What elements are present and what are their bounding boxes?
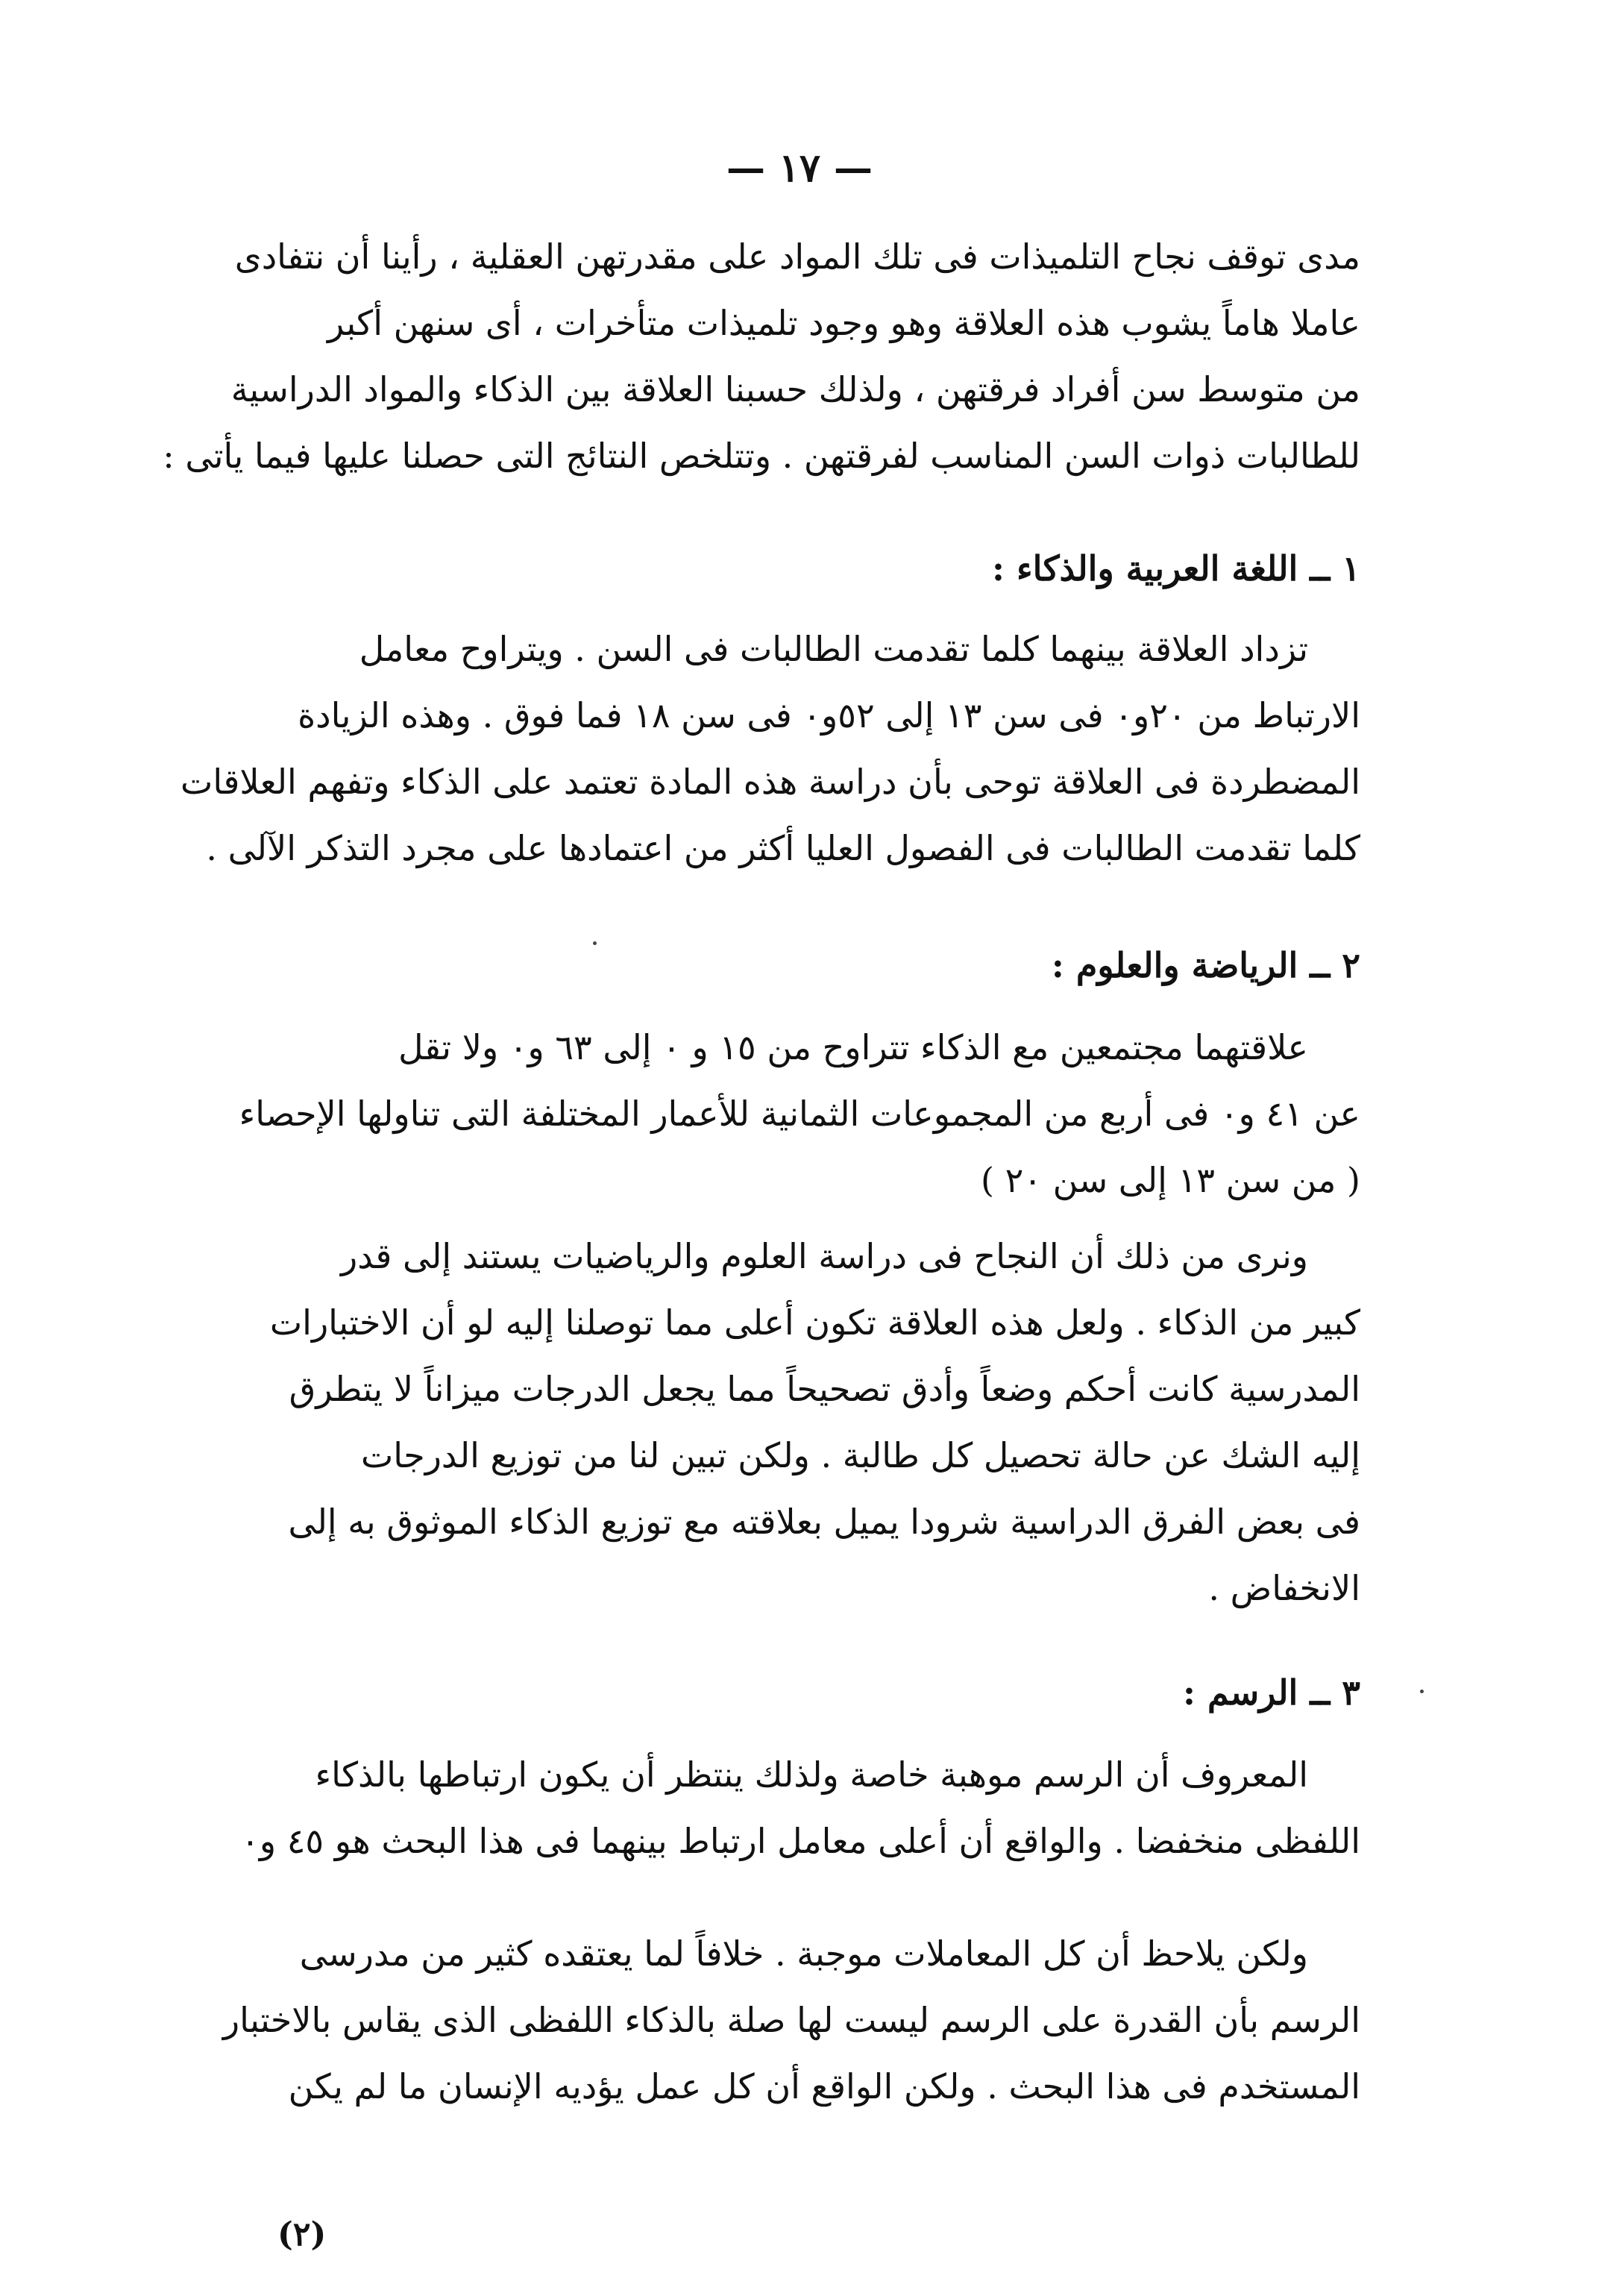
text-line: للطالبات ذوات السن المناسب لفرقتهن . وتتلخص النتائج التى حصلنا عليها فيما يأتى : [163, 436, 1360, 476]
text-line: ولكن يلاحظ أن كل المعاملات موجبة . خلافاً لما يعتقده كثير من مدرسى [299, 1933, 1308, 1974]
text-line: المعروف أن الرسم موهبة خاصة ولذلك ينتظر أن يكون ارتباطها بالذكاء [315, 1754, 1308, 1795]
section-math-science-body-2 [242, 1223, 1360, 1622]
intro-paragraph [163, 224, 1360, 489]
text-line: ونرى من ذلك أن النجاح فى دراسة العلوم والرياضيات يستند إلى قدر [341, 1236, 1308, 1276]
text-line: إليه الشك عن حالة تحصيل كل طالبة . ولكن تبين لنا من توزيع الدرجات [360, 1435, 1360, 1475]
page-number: — ١٧ — [726, 145, 873, 191]
text-line: ( من سن ١٣ إلى سن ٢٠ ) [980, 1160, 1360, 1200]
text-line: المدرسية كانت أحكم وضعاً وأدق تصحيحاً مما يجعل الدرجات ميزاناً لا يتطرق [289, 1369, 1360, 1409]
section-math-science-body [239, 1014, 1360, 1214]
section-math-science [242, 932, 1360, 999]
text-line: اللفظى منخفضا . والواقع أن أعلى معامل ارتباط بينهما فى هذا البحث هو ٤٥ و٠ [241, 1821, 1360, 1861]
text-line: فى بعض الفرق الدراسية شرودا يميل بعلاقته مع توزيع الذكاء الموثوق به إلى [288, 1502, 1360, 1542]
section-drawing-body [242, 1742, 1360, 1875]
text-line: من متوسط سن أفراد فرقتهن ، ولذلك حسبنا العلاقة بين الذكاء والمواد الدراسية [230, 369, 1360, 410]
scan-speck [1420, 1690, 1424, 1693]
text-line: مدى توقف نجاح التلميذات فى تلك المواد على مقدرتهن العقلية ، رأينا أن نتفادى [234, 236, 1360, 277]
text-line: المضطردة فى العلاقة توحى بأن دراسة هذه المادة تعتمد على الذكاء وتفهم العلاقات [180, 762, 1360, 802]
text-line: عاملا هاماً يشوب هذه العلاقة وهو وجود تلميذات متأخرات ، أى سنهن أكبر [327, 303, 1360, 343]
text-line: تزداد العلاقة بينهما كلما تقدمت الطالبات فى السن . ويتراوح معامل [359, 629, 1308, 669]
text-line: عن ٤١ و٠ فى أربع من المجموعات الثمانية للأعمار المختلفة التى تناولها الإحصاء [239, 1094, 1360, 1134]
section-drawing [242, 1660, 1360, 1726]
section-heading: ٢ ــ الرياضة والعلوم : [1051, 945, 1360, 985]
section-heading: ١ ــ اللغة العربية والذكاء : [991, 548, 1360, 589]
text-line: المستخدم فى هذا البحث . ولكن الواقع أن كل عمل يؤديه الإنسان ما لم يكن [288, 2066, 1360, 2107]
signature-mark: (٢) [277, 2215, 327, 2253]
text-line: الانخفاض . [1208, 1568, 1360, 1608]
section-heading: ٣ ــ الرسم : [1182, 1672, 1360, 1713]
text-line: علاقتهما مجتمعين مع الذكاء تتراوح من ١٥ و ٠ إلى ٦٣ و٠ ولا تقل [398, 1027, 1308, 1067]
scan-speck [593, 941, 597, 945]
text-line: الارتباط من ٢٠و٠ فى سن ١٣ إلى ٥٢و٠ فى سن ١٨ فما فوق . وهذه الزيادة [298, 695, 1360, 735]
section-arabic-language-body [180, 616, 1360, 882]
section-drawing-body-2 [222, 1921, 1360, 2120]
text-line: كلما تقدمت الطالبات فى الفصول العليا أكثر من اعتمادها على مجرد التذكر الآلى . [206, 828, 1360, 868]
text-line: الرسم بأن القدرة على الرسم ليست لها صلة بالذكاء اللفظى الذى يقاس بالاختبار [222, 2000, 1360, 2040]
section-arabic-language [242, 536, 1360, 602]
text-line: كبير من الذكاء . ولعل هذه العلاقة تكون أعلى مما توصلنا إليه لو أن الاختبارات [269, 1302, 1360, 1343]
